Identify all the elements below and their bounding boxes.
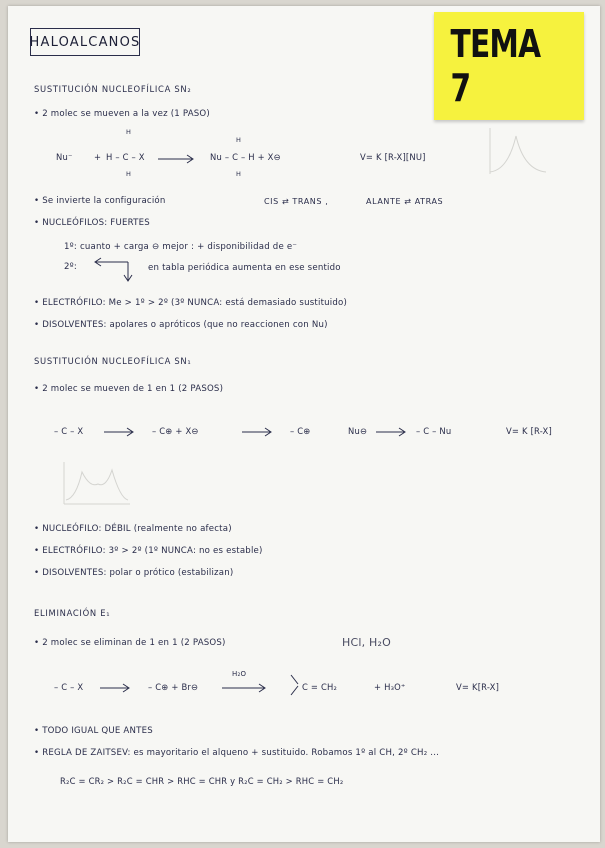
sn1-step2-product: – C – Nu bbox=[416, 426, 452, 436]
sn1-step1-reactant: – C – X bbox=[54, 426, 84, 436]
sn2-rule2-label: 2º: bbox=[64, 262, 78, 272]
e1-arrow-1 bbox=[100, 683, 134, 693]
sn1-nucleophile: • NUCLEÓFILO: DÉBIL (realmente no afecta) bbox=[34, 524, 232, 534]
faint-energy-diagram bbox=[62, 462, 132, 506]
sn2-h-top: H bbox=[126, 128, 132, 136]
sticky-note-label: TEMA 7 bbox=[450, 22, 541, 110]
sn2-product-h-top: H bbox=[236, 136, 242, 144]
sn2-plus: + bbox=[94, 152, 102, 162]
bleed-through-text bbox=[208, 56, 211, 65]
sticky-note bbox=[434, 12, 584, 120]
sn1-step1-product: – C⊕ + X⊖ bbox=[152, 426, 199, 436]
sn1-electrophile: • ELECTRÓFILO: 3º > 2º (1º NUNCA: no es estable) bbox=[34, 546, 263, 556]
e1-product: C = CH₂ bbox=[302, 682, 338, 692]
sn1-arrow-1 bbox=[104, 427, 138, 437]
e1-alkene-order: R₂C = CR₂ > R₂C = CHR > RHC = CHR y R₂C = CH₂ > RHC = CH₂ bbox=[60, 776, 344, 786]
sn2-nucleophiles: • NUCLEÓFILOS: FUERTES bbox=[34, 218, 150, 228]
page-title: HALOALCANOS bbox=[30, 28, 140, 56]
faint-energy-curve bbox=[488, 126, 548, 176]
sn2-reaction-arrow bbox=[158, 154, 198, 164]
sn2-cis-trans: CIS ⇄ TRANS , bbox=[264, 197, 329, 206]
sn2-product-h-bottom: H bbox=[236, 170, 242, 178]
e1-line1: • 2 molec se eliminan de 1 en 1 (2 PASOS) bbox=[34, 638, 226, 648]
e1-intermediate: – C⊕ + Br⊖ bbox=[148, 682, 199, 692]
sn2-inversion: • Se invierte la configuración bbox=[34, 196, 166, 206]
e1-reagent: H₂O bbox=[232, 670, 247, 678]
sn2-rule1: 1º: cuanto + carga ⊖ mejor : + disponibilidad de e⁻ bbox=[64, 242, 298, 252]
e1-rate-law: V= K[R-X] bbox=[456, 682, 500, 692]
sn2-product: Nu – C – H + X⊖ bbox=[210, 152, 281, 162]
e1-arrow-2 bbox=[222, 683, 270, 693]
e1-same: • TODO IGUAL QUE ANTES bbox=[34, 726, 153, 736]
e1-reactant: – C – X bbox=[54, 682, 84, 692]
sn2-heading: SUSTITUCIÓN NUCLEOFÍLICA SN₂ bbox=[34, 84, 192, 94]
sn1-rate-law: V= K [R-X] bbox=[506, 426, 552, 436]
sn2-front-back: ALANTE ⇄ ATRAS bbox=[366, 197, 444, 206]
sn2-electrophile: • ELECTRÓFILO: Me > 1º > 2º (3º NUNCA: está demasiado sustituido) bbox=[34, 298, 348, 308]
sn1-line1: • 2 molec se mueven de 1 en 1 (2 PASOS) bbox=[34, 384, 224, 394]
sn1-arrow-3 bbox=[376, 427, 410, 437]
e1-side-note: HCl, H₂O bbox=[342, 636, 391, 649]
e1-zaitsev: • REGLA DE ZAITSEV: es mayoritario el alqueno + sustituido. Robamos 1º al CH, 2º CH₂ ... bbox=[34, 748, 440, 758]
periodic-trend-arrows bbox=[94, 256, 134, 282]
sn1-step2-reactant: – C⊕ bbox=[290, 426, 311, 436]
sn2-solvents: • DISOLVENTES: apolares o apróticos (que no reaccionen con Nu) bbox=[34, 320, 328, 330]
sn2-line1: • 2 molec se mueven a la vez (1 PASO) bbox=[34, 109, 210, 119]
sn2-h-bottom: H bbox=[126, 170, 132, 178]
sn1-solvents: • DISOLVENTES: polar o prótico (estabilizan) bbox=[34, 568, 234, 578]
notebook-page bbox=[8, 6, 600, 842]
e1-byproduct: + H₃O⁺ bbox=[374, 682, 406, 692]
e1-alkene-bonds bbox=[290, 674, 300, 696]
sn1-arrow-2 bbox=[242, 427, 276, 437]
sn1-step2-nu: Nu⊖ bbox=[348, 426, 368, 436]
sn2-rule2-text: en tabla periódica aumenta en ese sentido bbox=[148, 263, 341, 273]
sn2-rate-law: V= K [R-X][NU] bbox=[360, 152, 426, 162]
sn2-reactant: H – C – X bbox=[106, 152, 145, 162]
sn1-heading: SUSTITUCIÓN NUCLEOFÍLICA SN₁ bbox=[34, 356, 192, 366]
sn2-nu: Nu⁻ bbox=[56, 152, 73, 162]
e1-heading: ELIMINACIÓN E₁ bbox=[34, 608, 111, 618]
